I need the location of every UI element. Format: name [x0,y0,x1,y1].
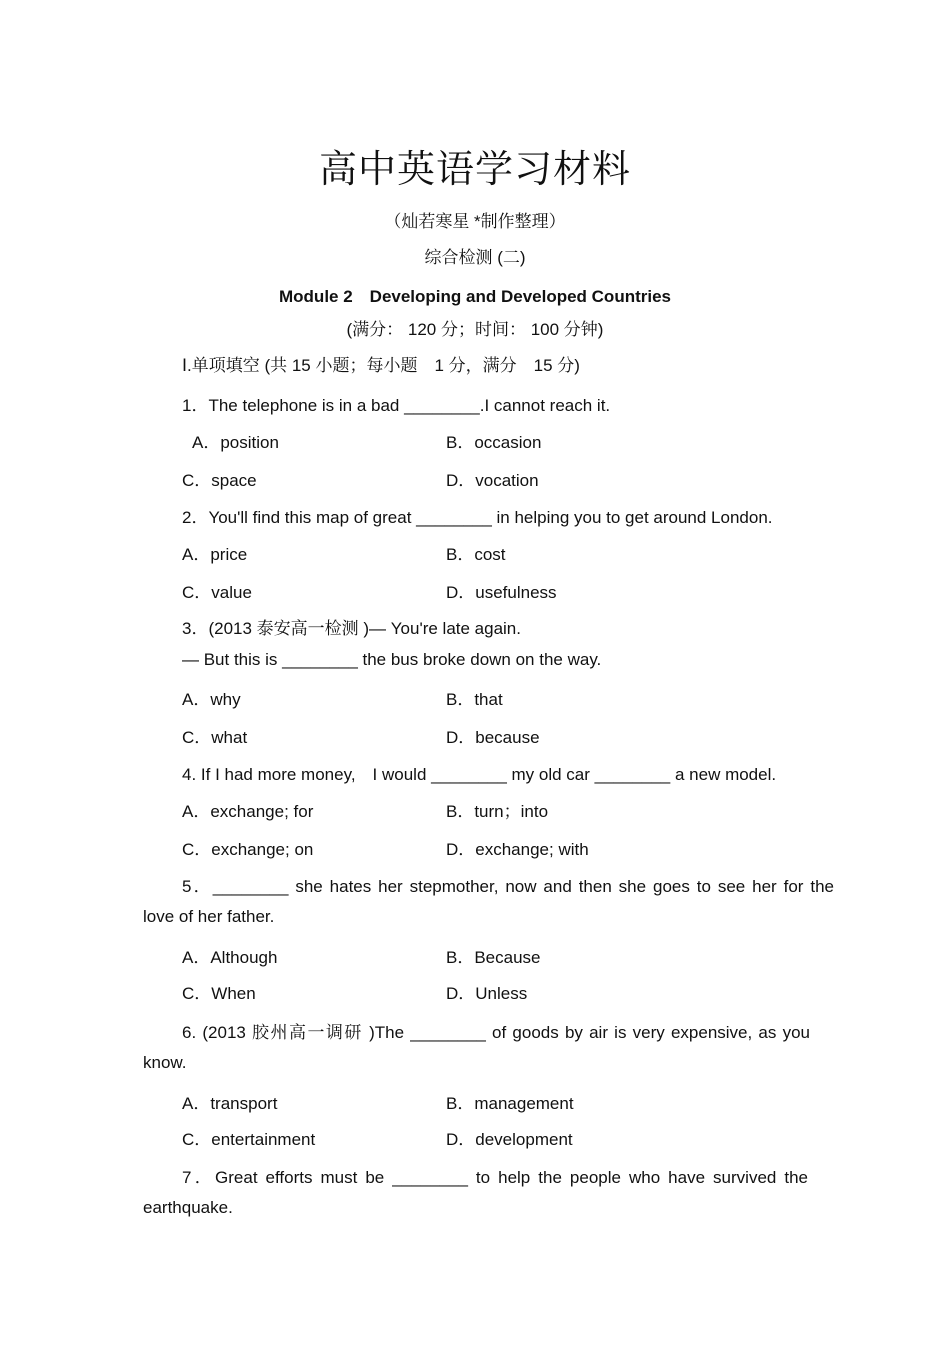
q3-option-b: B．that [446,690,503,709]
q2-option-b: B．cost [446,545,506,564]
module-title: Module 2 Developing and Developed Countries [279,287,671,306]
question-4: 4. If I had more money, I would ________ my old car ________ a new model. [182,765,777,784]
question-1: 1．The telephone is in a bad ________.I cannot reach it. [182,396,611,415]
question-2: 2．You'll find this map of great ________ in helping you to get around London. [182,508,773,527]
q6-option-c: C．entertainment [182,1130,316,1149]
section-heading: Ⅰ.单项填空 (共 15 小题；每小题 1 分，满分 15 分) [182,356,580,375]
question-6: 6. (2013 胶州高一调研 )The ________ of goods by air is very expensive, as you [182,1023,810,1042]
q1-option-c: C．space [182,471,257,490]
q2-option-c: C．value [182,583,252,602]
q2-option-d: D．usefulness [446,583,557,602]
q5-option-c: C．When [182,984,256,1003]
score-info: (满分： 120 分；时间： 100 分钟) [346,320,604,339]
q1-option-d: D．vocation [446,471,539,490]
question-7: 7．Great efforts must be ________ to help the people who have survived the [182,1168,808,1187]
document-title: 高中英语学习材料 [318,147,631,191]
q2-option-a: A．price [182,545,248,564]
question-7-continued: earthquake. [143,1198,233,1217]
q6-option-a: A．transport [182,1094,278,1113]
test-name: 综合检测 (二) [424,248,526,267]
q5-option-a: A．Although [182,948,278,967]
question-5-continued: love of her father. [143,907,275,926]
q4-option-d: D．exchange; with [446,840,589,859]
question-3-response: — But this is ________ the bus broke down on the way. [182,650,602,669]
compiler-note: （灿若寒星 *制作整理） [384,212,566,231]
q1-option-b: B．occasion [446,433,542,452]
q3-option-c: C．what [182,728,248,747]
question-5: 5．________ she hates her stepmother, now and then she goes to see her for the [182,877,834,896]
question-3: 3．(2013 泰安高一检测 )— You're late again. [182,619,521,638]
q1-option-a: A．position [192,433,279,452]
q3-option-d: D．because [446,728,540,747]
q4-option-a: A．exchange; for [182,802,314,821]
q4-option-c: C．exchange; on [182,840,314,859]
q4-option-b: B．turn；into [446,802,549,821]
question-6-continued: know. [143,1053,187,1072]
q5-option-d: D．Unless [446,984,528,1003]
q6-option-d: D．development [446,1130,573,1149]
q6-option-b: B．management [446,1094,574,1113]
q5-option-b: B．Because [446,948,541,967]
q3-option-a: A．why [182,690,241,709]
